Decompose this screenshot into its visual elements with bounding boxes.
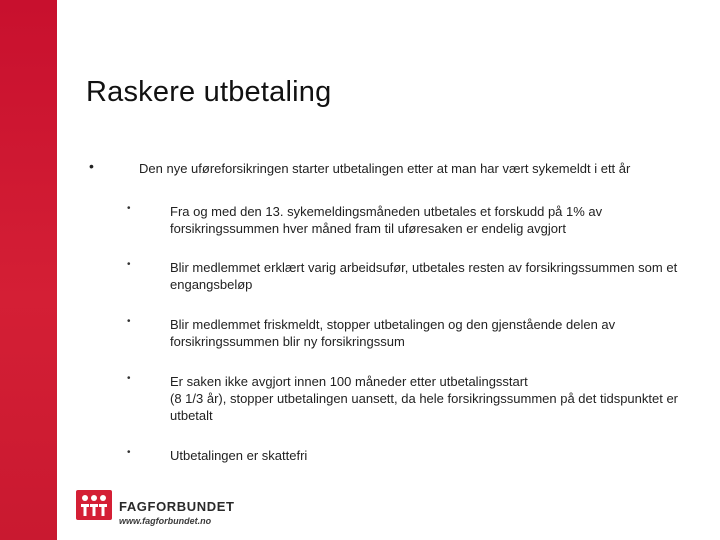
sub-bullet: •: [127, 316, 131, 327]
sub-bullet: •: [127, 259, 131, 270]
main-point-text: Den nye uføreforsikringen starter utbetalingen etter at man har vært sykemeldt i ett år: [139, 161, 631, 176]
logo-name: FAGFORBUNDET: [119, 499, 235, 514]
sub-bullet: •: [127, 373, 131, 384]
logo-url: www.fagforbundet.no: [119, 516, 212, 526]
main-bullet: •: [89, 158, 94, 174]
left-accent-band: [0, 0, 57, 540]
sub-point-text: Blir medlemmet friskmeldt, stopper utbetalingen og den gjenstående delen av forsikringssummen blir ny forsikringssum: [170, 317, 616, 349]
sub-bullet: •: [127, 203, 131, 214]
sub-point-text: Er saken ikke avgjort innen 100 måneder etter utbetalingsstart (8 1/3 år), stopper utbetalingen uansett, da hele forsikringssummen på det tidspunktet er utbetalt: [170, 374, 679, 423]
sub-bullet: •: [127, 447, 131, 458]
people-logo-icon: [76, 490, 112, 520]
sub-point-text: Blir medlemmet erklært varig arbeidsufør, utbetales resten av forsikringssummen som et engangsbeløp: [170, 260, 678, 292]
sub-point-text: Fra og med den 13. sykemeldingsmåneden utbetales et forskudd på 1% av forsikringssummen hver måned fram til uføresaken er endelig avgjort: [170, 204, 603, 236]
sub-point-text: Utbetalingen er skattefri: [170, 448, 308, 463]
slide-title: Raskere utbetaling: [86, 76, 332, 108]
